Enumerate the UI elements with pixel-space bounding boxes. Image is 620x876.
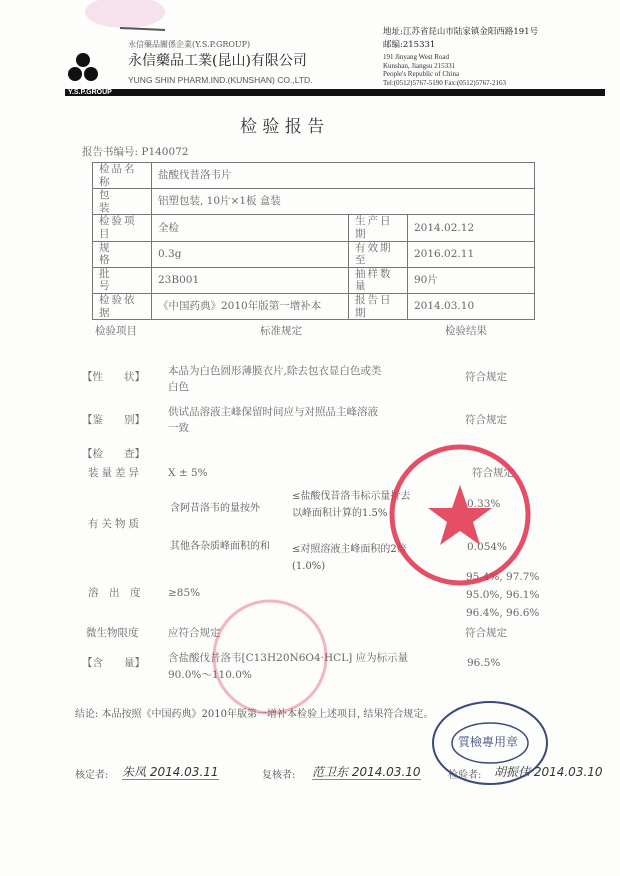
test-label: 微生物限度: [86, 627, 139, 639]
test-label: 装量差异: [88, 467, 142, 479]
table-row: [93, 267, 535, 293]
table-row: [93, 215, 535, 241]
test-spec: ≥85%: [168, 587, 201, 599]
address-line: 191 Jinyang West Road: [383, 53, 449, 61]
test-label: 溶 出 度: [88, 587, 141, 599]
test-spec: X ± 5%: [168, 467, 208, 479]
test-label: 【含 量】: [82, 657, 145, 669]
col-header-result: 检验结果: [445, 325, 487, 337]
spec-line: 一致: [168, 422, 189, 434]
table-row: [93, 189, 535, 215]
result-line: 96.4%, 96.6%: [466, 607, 540, 619]
result-line: 95.0%, 96.1%: [466, 589, 540, 601]
faint-red-seal: [205, 595, 335, 720]
company-logo-icon: [66, 50, 100, 88]
spec-line: 供试品溶液主峰保留时间应与对照品主峰溶液: [168, 406, 378, 418]
reviewer-label: 复核者:: [262, 770, 296, 781]
test-result: 符合规定: [472, 467, 514, 479]
test-result: 符合规定: [465, 627, 507, 639]
address-en: [383, 53, 506, 87]
company-name-en: YUNG SHIN PHARM.IND.(KUNSHAN) CO.,LTD.: [128, 75, 313, 85]
cell-value: 2014.03.10: [408, 293, 535, 319]
info-table: [92, 162, 535, 320]
cell-label: 规 格: [93, 241, 152, 267]
conclusion: 结论: 本品按照《中国药典》2010年版第一增补本检验上述项目, 结果符合规定。: [75, 709, 434, 720]
test-spec: 应符合规定: [168, 627, 221, 639]
postcode: 邮编:215331: [383, 40, 436, 50]
spec-line: 以峰面积计算的1.5%: [292, 508, 388, 519]
pink-smudge: [80, 0, 180, 40]
test-label: 【鉴 别】: [82, 414, 145, 426]
cell-value: 全检: [152, 215, 349, 241]
test-result: 符合规定: [465, 414, 507, 426]
cell-label: 有效期至: [349, 241, 408, 267]
cell-value: 0.3g: [152, 241, 349, 267]
spec-line: ≤盐酸伐昔洛韦标示量折去: [292, 491, 411, 502]
approver-signature: 朱凤 2014.03.11: [122, 765, 219, 779]
page-title: 检 验 报 告: [240, 117, 325, 137]
address-line: Kunshan, Jiangsu 215331: [383, 61, 456, 70]
test-spec: [168, 363, 381, 395]
cell-value: 2014.02.12: [408, 215, 535, 241]
table-row: [93, 163, 535, 189]
reviewer-signature: 范卫东 2014.03.10: [312, 765, 421, 779]
col-header-standard: 标准规定: [260, 325, 302, 337]
test-label: 【性 状】: [82, 371, 145, 383]
company-red-seal: [385, 440, 535, 590]
address-line: People's Republic of China: [383, 70, 460, 78]
inspector-signature: 胡振伟 2014.03.10: [494, 765, 603, 779]
spec-line: 白色: [168, 381, 189, 393]
sub-item: 其他各杂质峰面积的和: [170, 541, 270, 552]
test-spec: [168, 404, 378, 436]
sub-item: 含阿昔洛韦的量按外: [170, 503, 260, 514]
cell-label: 检品名称: [93, 163, 152, 189]
address-cn: 地址:江苏省昆山市陆家镇金阳西路191号: [383, 27, 539, 37]
cell-label: 检验项目: [93, 215, 152, 241]
cell-value: 盐酸伐昔洛韦片: [152, 163, 535, 189]
spec-line: 90.0%～110.0%: [168, 669, 252, 681]
table-row: [93, 241, 535, 267]
inspector-label: 检验者:: [448, 770, 482, 781]
cell-value: 《中国药典》2010年版第一增补本: [152, 293, 349, 319]
group-name: 永信藥品關係企業(Y.S.P.GROUP): [128, 40, 251, 49]
header-bar: [65, 89, 605, 96]
cell-label: 包 装: [93, 189, 152, 215]
qc-stamp-text: 質檢專用章: [458, 735, 519, 749]
test-label: 【检 查】: [82, 448, 145, 460]
spec-line: 含盐酸伐昔洛韦[C13H20N6O4·HCL] 应为标示量: [168, 652, 409, 664]
report-number: 报告书编号: P140072: [82, 146, 189, 158]
test-result: 符合规定: [465, 371, 507, 383]
cell-label: 检验依据: [93, 293, 152, 319]
cell-label: 生产日期: [349, 215, 408, 241]
cell-label: 批 号: [93, 267, 152, 293]
cell-value: 2016.02.11: [408, 241, 535, 267]
table-row: [93, 293, 535, 319]
spec-line: ≤对照溶液主峰面积的2倍: [292, 544, 407, 555]
test-result: 0.054%: [467, 541, 508, 553]
spec-line: (1.0%): [292, 561, 326, 572]
header-bar-label: Y.S.P.GROUP: [68, 89, 112, 96]
cell-label: 报告日期: [349, 293, 408, 319]
approver-label: 核定者:: [75, 770, 109, 781]
cell-value: 90片: [408, 267, 535, 293]
col-header-item: 检验项目: [95, 325, 137, 337]
test-result: 96.5%: [467, 657, 501, 669]
cell-value: 23B001: [152, 267, 349, 293]
cell-value: 铝塑包装, 10片×1板 盒装: [152, 189, 535, 215]
test-result: 0.33%: [467, 498, 501, 510]
spec-line: 本品为白色圆形薄膜衣片,除去包衣显白色或类: [168, 365, 382, 377]
contact-line: Tel:(0512)5767-5190 Fax:(0512)5767-2163: [383, 78, 506, 87]
result-line: 95.4%, 97.7%: [466, 571, 540, 583]
test-label: 有关物质: [88, 518, 142, 530]
cell-label: 抽样数量: [349, 267, 408, 293]
company-name-cn: 永信藥品工業(昆山)有限公司: [128, 53, 307, 69]
